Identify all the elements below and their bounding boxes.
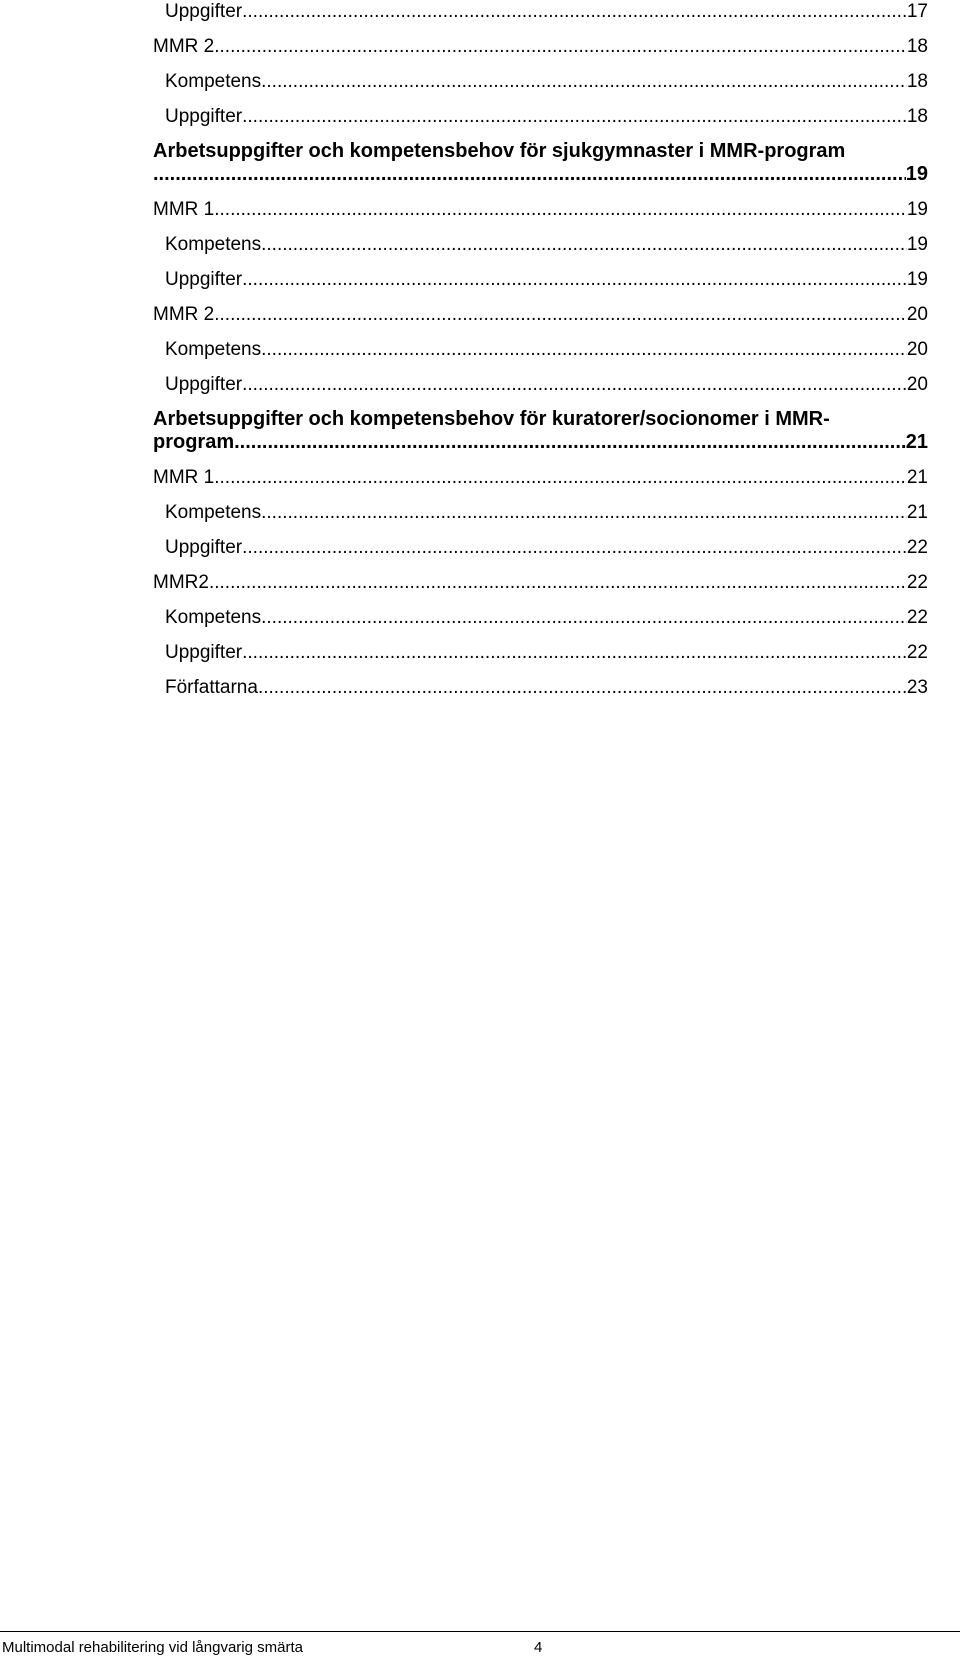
toc-dot-leader bbox=[214, 198, 907, 221]
toc-dot-leader bbox=[242, 105, 907, 128]
toc-dot-leader bbox=[261, 233, 907, 256]
toc-section-title: Arbetsuppgifter och kompetensbehov för sjukgymnaster i MMR-program bbox=[153, 140, 846, 162]
toc-entry-label: Kompetens bbox=[165, 502, 262, 523]
toc-entry-page: 18 bbox=[906, 36, 928, 57]
toc-entry-page: 20 bbox=[906, 304, 928, 325]
toc-entry[interactable] bbox=[153, 466, 928, 489]
toc-entry-label: Kompetens bbox=[165, 234, 262, 255]
toc-dot-leader bbox=[209, 571, 907, 594]
toc-entry-label: Uppgifter bbox=[165, 1, 243, 22]
table-of-contents bbox=[153, 0, 928, 711]
toc-entry-page: 17 bbox=[906, 1, 928, 22]
toc-entry[interactable] bbox=[153, 0, 928, 23]
toc-entry-page: 22 bbox=[906, 607, 928, 628]
toc-section-title: Arbetsuppgifter och kompetensbehov för kuratorer/socionomer i MMR- bbox=[153, 408, 830, 430]
toc-entry-page: 20 bbox=[906, 374, 928, 395]
toc-entry[interactable] bbox=[153, 268, 928, 291]
toc-entry-page: 22 bbox=[906, 537, 928, 558]
toc-entry[interactable] bbox=[153, 571, 928, 594]
toc-entry[interactable] bbox=[153, 233, 928, 256]
toc-entry-page: 22 bbox=[906, 642, 928, 663]
toc-entry[interactable] bbox=[153, 536, 928, 559]
toc-entry[interactable] bbox=[153, 338, 928, 361]
toc-section-entry[interactable] bbox=[153, 408, 928, 454]
toc-entry-label: Uppgifter bbox=[165, 269, 243, 290]
toc-entry[interactable] bbox=[153, 70, 928, 93]
toc-entry-page: 21 bbox=[906, 502, 928, 523]
toc-entry[interactable] bbox=[153, 105, 928, 128]
footer-document-title: Multimodal rehabilitering vid långvarig smärta bbox=[2, 1639, 303, 1656]
toc-entry-label: MMR 1 bbox=[153, 467, 215, 488]
toc-entry[interactable] bbox=[153, 303, 928, 326]
toc-entry[interactable] bbox=[153, 676, 928, 699]
toc-entry[interactable] bbox=[153, 373, 928, 396]
toc-dot-leader bbox=[242, 536, 907, 559]
toc-entry-label: Kompetens bbox=[165, 607, 262, 628]
toc-entry-label: Kompetens bbox=[165, 71, 262, 92]
toc-entry-label: Kompetens bbox=[165, 339, 262, 360]
toc-entry-page: 19 bbox=[906, 234, 928, 255]
page-footer bbox=[0, 1631, 960, 1661]
toc-entry-page: 18 bbox=[906, 106, 928, 127]
footer-rule bbox=[0, 1631, 960, 1632]
toc-dot-leader bbox=[214, 303, 907, 326]
toc-dot-leader bbox=[242, 373, 907, 396]
toc-entry-page: 19 bbox=[905, 163, 928, 185]
toc-entry-page: 21 bbox=[906, 467, 928, 488]
toc-entry-label: MMR2 bbox=[153, 572, 209, 593]
toc-entry[interactable] bbox=[153, 501, 928, 524]
toc-section-entry[interactable] bbox=[153, 140, 928, 186]
toc-dot-leader bbox=[258, 676, 907, 699]
toc-dot-leader bbox=[261, 70, 907, 93]
toc-dot-leader bbox=[242, 0, 907, 23]
toc-entry-label: Uppgifter bbox=[165, 106, 243, 127]
toc-dot-leader bbox=[242, 268, 907, 291]
toc-section-title-cont: program bbox=[153, 431, 235, 453]
toc-entry-page: 23 bbox=[906, 677, 928, 698]
toc-entry-label: MMR 2 bbox=[153, 304, 215, 325]
toc-entry[interactable] bbox=[153, 35, 928, 58]
toc-entry-page: 22 bbox=[906, 572, 928, 593]
toc-entry[interactable] bbox=[153, 198, 928, 221]
toc-dot-leader bbox=[261, 338, 907, 361]
toc-entry-label: Uppgifter bbox=[165, 537, 243, 558]
toc-entry-page: 20 bbox=[906, 339, 928, 360]
toc-dot-leader bbox=[214, 35, 907, 58]
toc-entry-page: 18 bbox=[906, 71, 928, 92]
toc-dot-leader bbox=[153, 163, 906, 186]
toc-entry-page: 21 bbox=[905, 431, 928, 453]
toc-entry-page: 19 bbox=[906, 269, 928, 290]
toc-dot-leader bbox=[242, 641, 907, 664]
toc-entry[interactable] bbox=[153, 606, 928, 629]
toc-entry-label: MMR 1 bbox=[153, 199, 215, 220]
toc-entry[interactable] bbox=[153, 641, 928, 664]
toc-dot-leader bbox=[261, 501, 907, 524]
toc-entry-label: Författarna bbox=[165, 677, 258, 698]
footer-page-number: 4 bbox=[534, 1639, 543, 1656]
toc-dot-leader bbox=[234, 431, 906, 454]
toc-dot-leader bbox=[214, 466, 907, 489]
toc-entry-label: Uppgifter bbox=[165, 374, 243, 395]
toc-entry-page: 19 bbox=[906, 199, 928, 220]
toc-entry-label: Uppgifter bbox=[165, 642, 243, 663]
toc-dot-leader bbox=[261, 606, 907, 629]
toc-entry-label: MMR 2 bbox=[153, 36, 215, 57]
